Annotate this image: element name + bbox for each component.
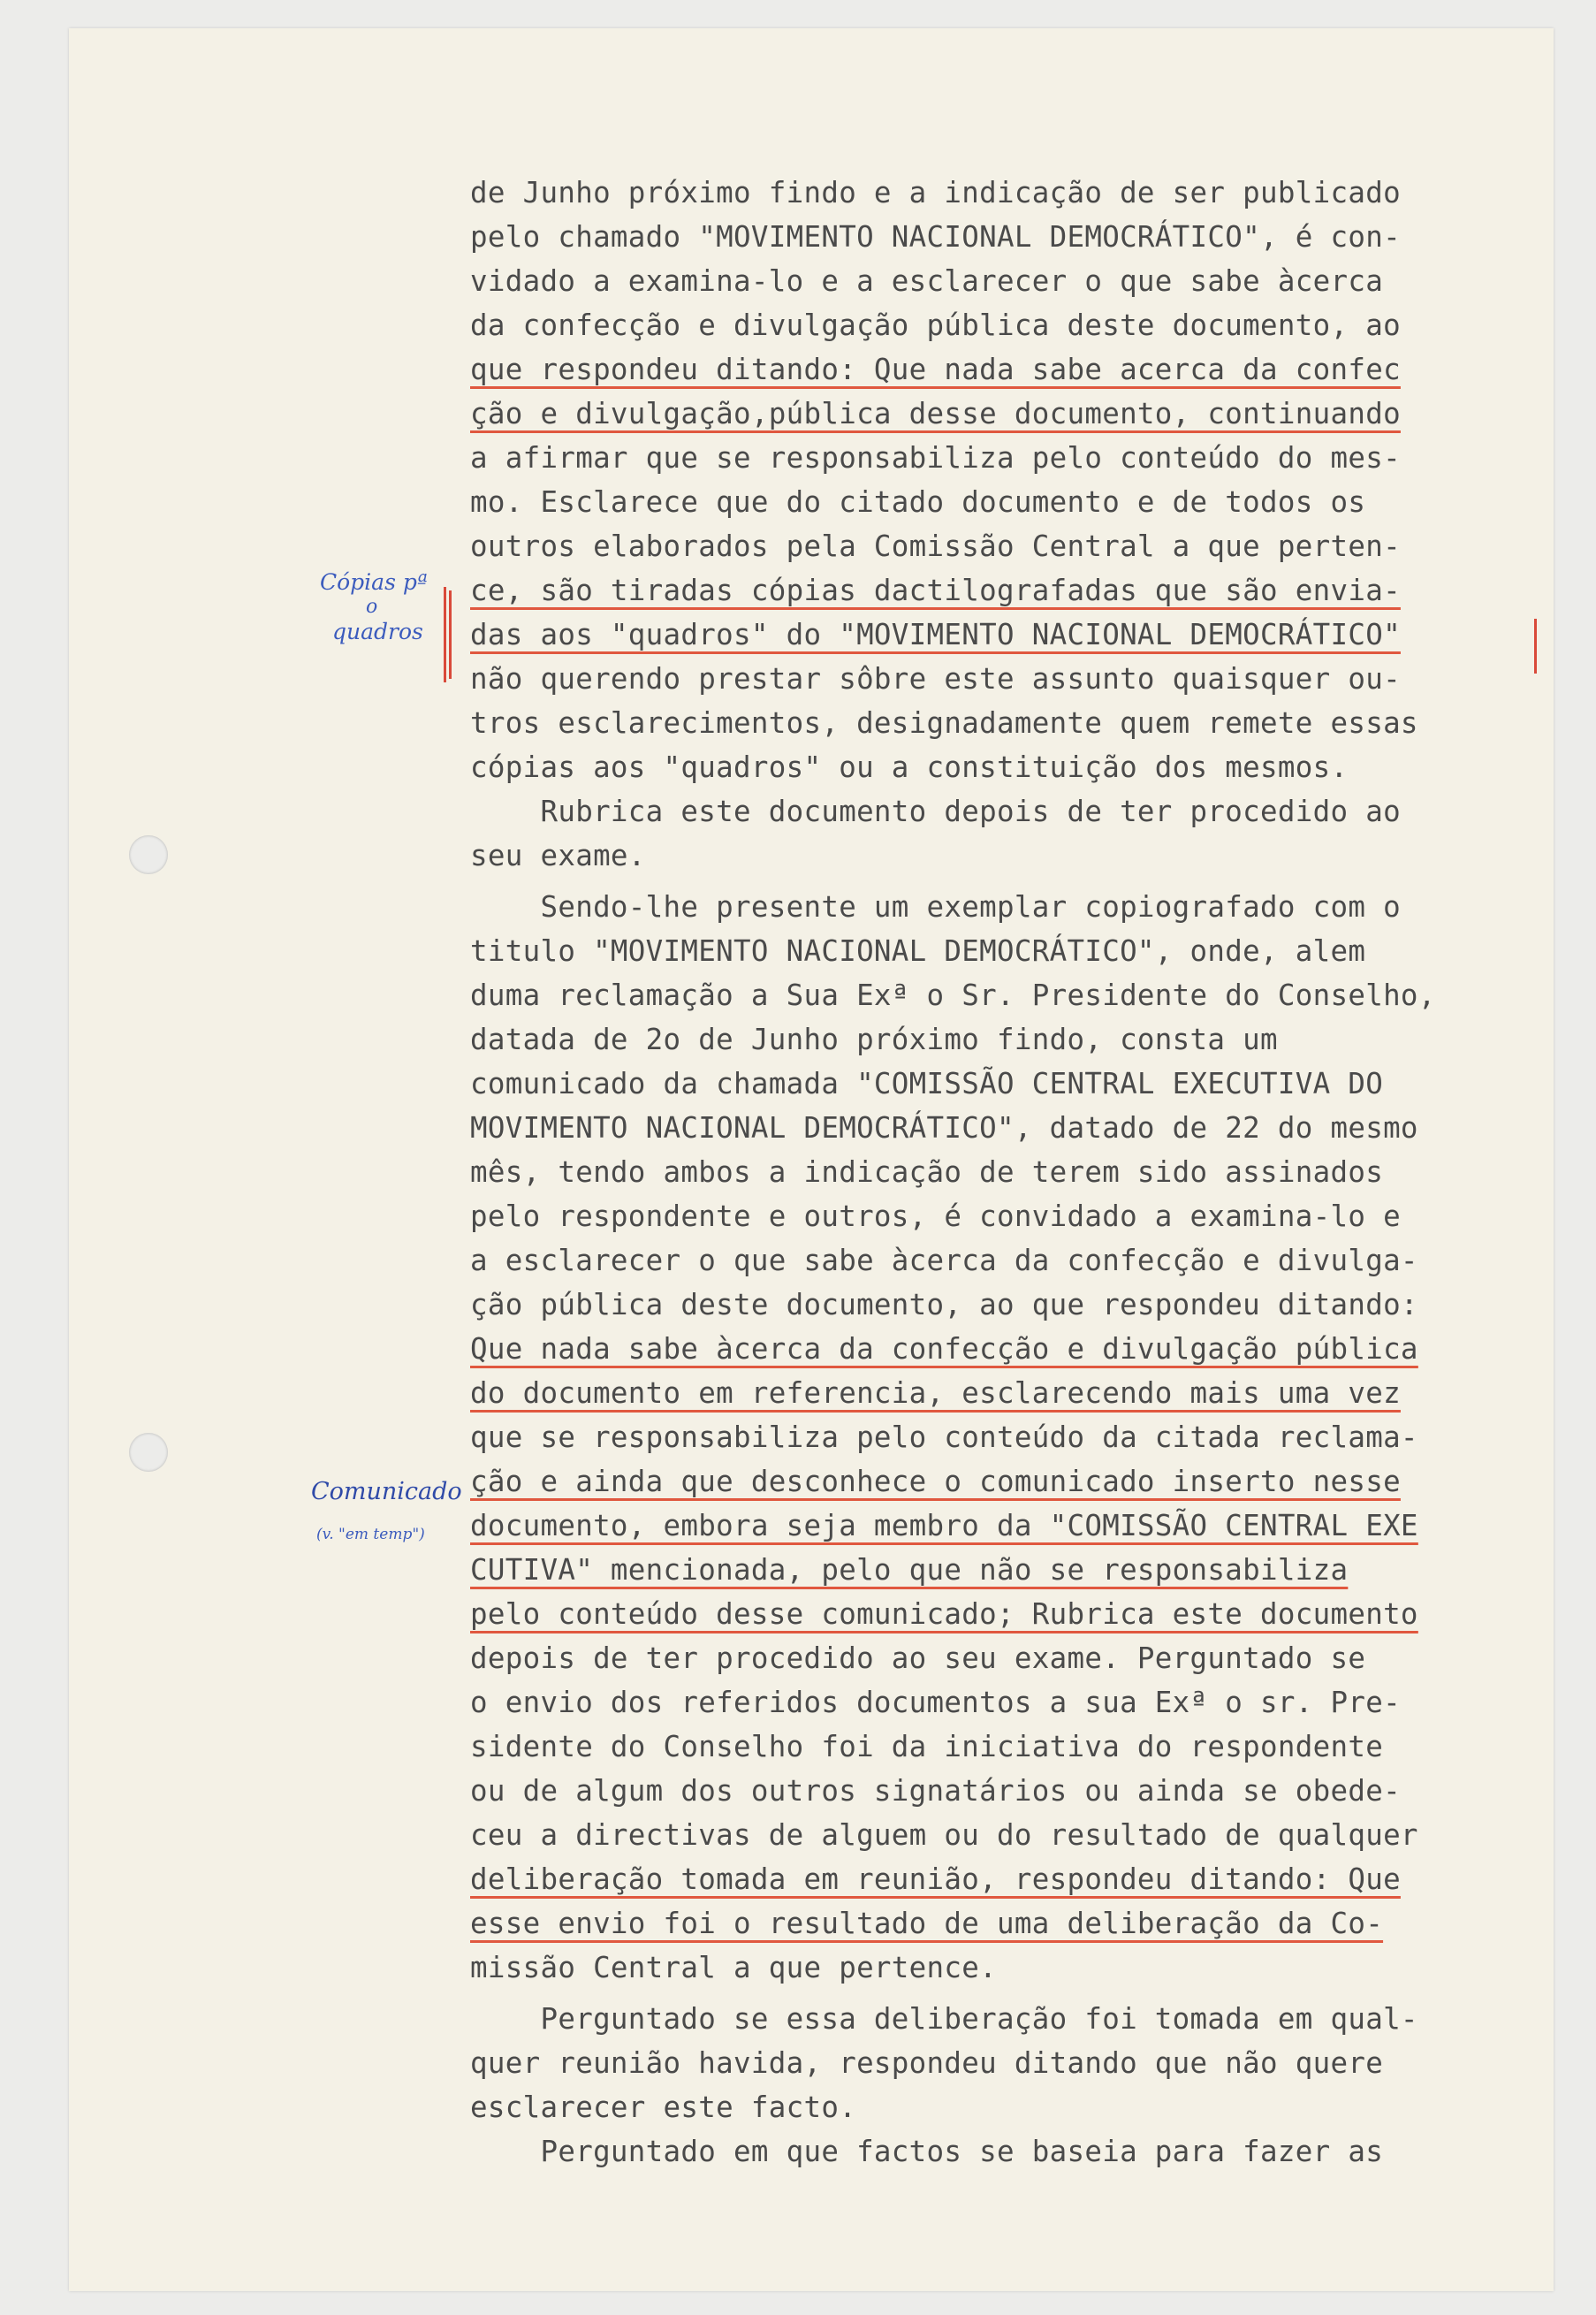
text-line: mo. Esclarece que do citado documento e de todos os xyxy=(470,485,1366,519)
text-line: das aos "quadros" do "MOVIMENTO NACIONAL DEMOCRÁTICO" xyxy=(470,618,1401,651)
text-line: esse envio foi o resultado de uma deliberação da Co- xyxy=(470,1907,1384,1940)
text-line: CUTIVA" mencionada, pelo que não se responsabiliza xyxy=(470,1553,1349,1587)
text-line: que respondeu ditando: Que nada sabe acerca da confec xyxy=(470,353,1401,386)
text-line: quer reunião havida, respondeu ditando que não quere xyxy=(470,2046,1384,2080)
punch-hole-bottom xyxy=(129,1433,168,1472)
text-line: Rubrica este documento depois de ter procedido ao xyxy=(470,795,1401,828)
text-line: depois de ter procedido ao seu exame. Perguntado se xyxy=(470,1641,1366,1675)
margin-note-copias-o: o xyxy=(366,596,378,618)
margin-note-quadros: quadros xyxy=(332,619,423,644)
text-line: MOVIMENTO NACIONAL DEMOCRÁTICO", datado de 22 do mesmo xyxy=(470,1111,1418,1145)
text-line: datada de 2o de Junho próximo findo, consta um xyxy=(470,1023,1278,1056)
text-line: Que nada sabe àcerca da confecção e divulgação pública xyxy=(470,1332,1418,1366)
text-line: ce, são tiradas cópias dactilografadas que são envia- xyxy=(470,574,1401,607)
text-line: a esclarecer o que sabe àcerca da confecção e divulga- xyxy=(470,1244,1418,1277)
text-line: pelo chamado "MOVIMENTO NACIONAL DEMOCRÁTICO", é con- xyxy=(470,220,1401,254)
text-line: Sendo-lhe presente um exemplar copiografado com o xyxy=(470,890,1401,924)
text-line: comunicado da chamada "COMISSÃO CENTRAL EXECUTIVA DO xyxy=(470,1067,1384,1100)
text-line: da confecção e divulgação pública deste documento, ao xyxy=(470,308,1401,342)
margin-mark-left xyxy=(444,587,446,682)
text-line: Perguntado se essa deliberação foi tomada em qual- xyxy=(470,2002,1418,2036)
text-line: seu exame. xyxy=(470,839,646,872)
text-line: de Junho próximo findo e a indicação de ser publicado xyxy=(470,176,1401,209)
text-line: sidente do Conselho foi da iniciativa do respondente xyxy=(470,1730,1384,1763)
margin-mark-left-2 xyxy=(449,590,452,679)
text-line: que se responsabiliza pelo conteúdo da citada reclama- xyxy=(470,1420,1418,1454)
text-line: ção pública deste documento, ao que respondeu ditando: xyxy=(470,1288,1418,1321)
text-line: titulo "MOVIMENTO NACIONAL DEMOCRÁTICO", onde, alem xyxy=(470,934,1366,968)
text-line: o envio dos referidos documentos a sua Exª o sr. Pre- xyxy=(470,1686,1401,1719)
text-line: vidado a examina-lo e a esclarecer o que sabe àcerca xyxy=(470,264,1384,298)
text-line: mês, tendo ambos a indicação de terem sido assinados xyxy=(470,1155,1384,1189)
text-line: ou de algum dos outros signatários ou ainda se obede- xyxy=(470,1774,1401,1808)
margin-note-copias: Cópias pª xyxy=(320,569,428,595)
text-line: duma reclamação a Sua Exª o Sr. Presidente do Conselho, xyxy=(470,979,1436,1012)
punch-hole-top xyxy=(129,835,168,874)
text-line: pelo conteúdo desse comunicado; Rubrica este documento xyxy=(470,1597,1418,1631)
text-line: pelo respondente e outros, é convidado a examina-lo e xyxy=(470,1199,1401,1233)
text-line: documento, embora seja membro da "COMISSÃO CENTRAL EXE xyxy=(470,1509,1418,1542)
text-line: esclarecer este facto. xyxy=(470,2090,857,2124)
text-line: ceu a directivas de alguem ou do resultado de qualquer xyxy=(470,1818,1418,1852)
margin-mark-right xyxy=(1534,619,1537,674)
text-line: Perguntado em que factos se baseia para fazer as xyxy=(470,2135,1384,2168)
text-line: outros elaborados pela Comissão Central a que perten- xyxy=(470,529,1401,563)
text-line: cópias aos "quadros" ou a constituição dos mesmos. xyxy=(470,750,1349,784)
text-line: ção e divulgação,pública desse documento, continuando xyxy=(470,397,1401,430)
text-line: não querendo prestar sôbre este assunto quaisquer ou- xyxy=(470,662,1401,696)
margin-note-comunicado: Comunicado xyxy=(311,1478,462,1505)
text-line: a afirmar que se responsabiliza pelo conteúdo do mes- xyxy=(470,441,1401,475)
text-line: tros esclarecimentos, designadamente quem remete essas xyxy=(470,706,1418,740)
text-line: deliberação tomada em reunião, respondeu ditando: Que xyxy=(470,1862,1401,1896)
text-line: ção e ainda que desconhece o comunicado inserto nesse xyxy=(470,1465,1401,1498)
margin-note-em-tempo: (v. "em temp") xyxy=(316,1526,425,1543)
text-line: missão Central a que pertence. xyxy=(470,1951,997,1984)
text-line: do documento em referencia, esclarecendo mais uma vez xyxy=(470,1376,1401,1410)
